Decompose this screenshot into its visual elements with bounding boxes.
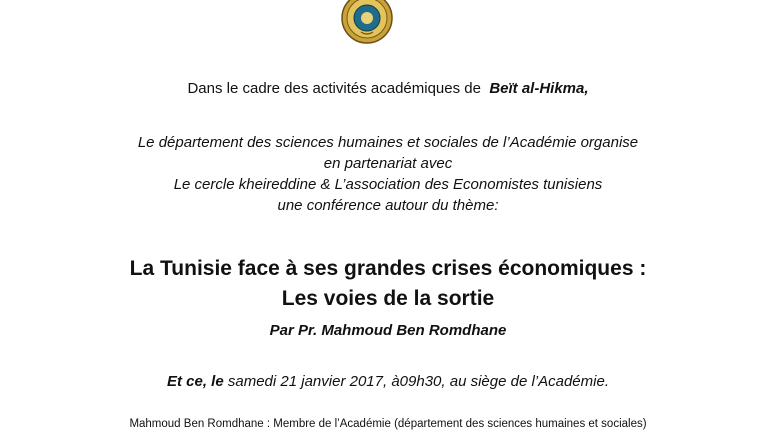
body-line-2: en partenariat avec — [323, 155, 453, 172]
intro-line — [0, 80, 776, 97]
institution-name: Beït al-Hikma, — [489, 80, 589, 97]
footer-note: Mahmoud Ben Romdhane : Membre de l’Académie (département des sciences humaines et sociales) — [129, 418, 647, 430]
intro-prefix: Dans le cadre des activités académiques de — [187, 80, 481, 97]
body-line-4: une conférence autour du thème: — [277, 197, 499, 214]
conference-title-line-1: La Tunisie face à ses grandes crises économiques : — [129, 257, 647, 280]
conference-title-line-2: Les voies de la sortie — [281, 287, 495, 310]
speaker-line: Par Pr. Mahmoud Ben Romdhane — [269, 322, 507, 339]
event-location: , au siège de l’Académie. — [441, 373, 609, 390]
event-time: 09h30 — [399, 373, 442, 390]
date-separator-1: , à — [382, 373, 400, 390]
body-line-3: Le cercle kheireddine & L’association des Economistes tunisiens — [173, 176, 603, 193]
event-date: samedi 21 janvier 2017 — [227, 373, 383, 390]
body-line-1: Le département des sciences humaines et sociales de l’Académie organise — [137, 134, 639, 151]
date-line — [0, 373, 776, 390]
academy-seal-logo — [341, 0, 393, 44]
date-prefix: Et ce, le — [167, 373, 224, 390]
